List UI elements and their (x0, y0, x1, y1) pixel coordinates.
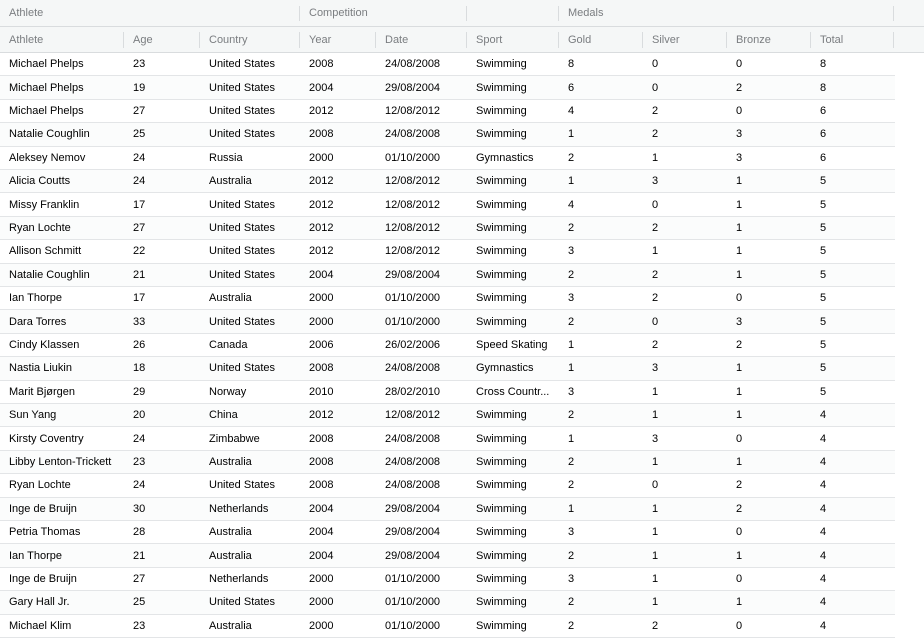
table-row[interactable] (0, 615, 895, 638)
cell-gold[interactable]: 3 (568, 572, 575, 585)
cell-gold[interactable]: 2 (568, 479, 575, 492)
table-row[interactable] (0, 310, 895, 333)
cell-gold[interactable]: 3 (568, 292, 575, 305)
vertical-scrollbar-track[interactable] (895, 53, 924, 642)
column-header-year[interactable]: Year (309, 33, 332, 46)
cell-total[interactable]: 4 (820, 432, 827, 445)
cell-date[interactable]: 29/08/2004 (385, 268, 441, 281)
table-row[interactable] (0, 123, 895, 146)
cell-year[interactable]: 2000 (309, 151, 334, 164)
cell-gold[interactable]: 2 (568, 549, 575, 562)
cell-silver[interactable]: 2 (652, 338, 659, 351)
column-separator (466, 6, 467, 21)
cell-silver[interactable]: 1 (652, 409, 659, 422)
cell-bronze[interactable]: 1 (736, 385, 743, 398)
cell-gold[interactable]: 2 (568, 619, 575, 632)
cell-sport[interactable]: Swimming (476, 409, 527, 422)
cell-sport[interactable]: Swimming (476, 315, 527, 328)
cell-sport[interactable]: Swimming (476, 596, 527, 609)
table-row[interactable] (0, 264, 895, 287)
cell-bronze[interactable]: 1 (736, 198, 743, 211)
cell-year[interactable]: 2004 (309, 81, 334, 94)
table-row[interactable] (0, 404, 895, 427)
cell-total[interactable]: 5 (820, 198, 827, 211)
cell-total[interactable]: 8 (820, 58, 827, 71)
cell-sport[interactable]: Speed Skating (476, 338, 548, 351)
table-row[interactable] (0, 591, 895, 614)
cell-athlete[interactable]: Aleksey Nemov (9, 151, 86, 164)
cell-gold[interactable]: 1 (568, 128, 575, 141)
cell-age[interactable]: 23 (133, 455, 146, 468)
cell-sport[interactable]: Cross Countr... (476, 385, 550, 398)
cell-silver[interactable]: 0 (652, 479, 659, 492)
cell-bronze[interactable]: 2 (736, 81, 743, 94)
cell-athlete[interactable]: Ryan Lochte (9, 479, 71, 492)
cell-total[interactable]: 6 (820, 104, 827, 117)
column-header-silver[interactable]: Silver (652, 33, 680, 46)
column-header-athlete[interactable]: Athlete (9, 33, 44, 46)
cell-date[interactable]: 29/08/2004 (385, 526, 441, 539)
cell-athlete[interactable]: Marit Bjørgen (9, 385, 76, 398)
cell-country[interactable]: Canada (209, 338, 248, 351)
table-row[interactable] (0, 521, 895, 544)
cell-age[interactable]: 23 (133, 58, 146, 71)
cell-year[interactable]: 2008 (309, 58, 334, 71)
cell-total[interactable]: 5 (820, 362, 827, 375)
cell-athlete[interactable]: Nastia Liukin (9, 362, 72, 375)
table-row[interactable] (0, 147, 895, 170)
cell-total[interactable]: 6 (820, 128, 827, 141)
cell-date[interactable]: 24/08/2008 (385, 479, 441, 492)
cell-bronze[interactable]: 0 (736, 104, 743, 117)
cell-athlete[interactable]: Ian Thorpe (9, 549, 63, 562)
cell-year[interactable]: 2000 (309, 596, 334, 609)
cell-country[interactable]: Australia (209, 619, 252, 632)
cell-total[interactable]: 5 (820, 315, 827, 328)
cell-silver[interactable]: 0 (652, 198, 659, 211)
group-header-athlete[interactable]: Athlete (9, 7, 44, 19)
cell-sport[interactable]: Swimming (476, 268, 527, 281)
cell-athlete[interactable]: Inge de Bruijn (9, 502, 77, 515)
column-header-total[interactable]: Total (820, 33, 844, 46)
cell-bronze[interactable]: 0 (736, 572, 743, 585)
cell-year[interactable]: 2008 (309, 432, 334, 445)
cell-sport[interactable]: Swimming (476, 572, 527, 585)
cell-date[interactable]: 12/08/2012 (385, 175, 441, 188)
cell-bronze[interactable]: 1 (736, 221, 743, 234)
cell-gold[interactable]: 2 (568, 409, 575, 422)
cell-bronze[interactable]: 1 (736, 245, 743, 258)
table-row[interactable] (0, 240, 895, 263)
cell-total[interactable]: 4 (820, 455, 827, 468)
cell-country[interactable]: United States (209, 479, 276, 492)
cell-silver[interactable]: 1 (652, 502, 659, 515)
cell-year[interactable]: 2004 (309, 526, 334, 539)
cell-date[interactable]: 01/10/2000 (385, 315, 441, 328)
cell-silver[interactable]: 2 (652, 268, 659, 281)
cell-sport[interactable]: Swimming (476, 198, 527, 211)
column-group-header-row (0, 0, 924, 27)
cell-age[interactable]: 33 (133, 315, 146, 328)
cell-sport[interactable]: Gymnastics (476, 362, 534, 375)
cell-total[interactable]: 8 (820, 81, 827, 94)
cell-gold[interactable]: 2 (568, 315, 575, 328)
table-row[interactable] (0, 53, 895, 76)
cell-gold[interactable]: 2 (568, 151, 575, 164)
cell-sport[interactable]: Swimming (476, 128, 527, 141)
cell-sport[interactable]: Swimming (476, 619, 527, 632)
cell-athlete[interactable]: Ryan Lochte (9, 221, 71, 234)
column-header-gold[interactable]: Gold (568, 33, 592, 46)
cell-year[interactable]: 2004 (309, 502, 334, 515)
cell-total[interactable]: 6 (820, 151, 827, 164)
table-row[interactable] (0, 287, 895, 310)
cell-gold[interactable]: 3 (568, 245, 575, 258)
cell-total[interactable]: 4 (820, 572, 827, 585)
cell-total[interactable]: 4 (820, 502, 827, 515)
cell-date[interactable]: 28/02/2010 (385, 385, 441, 398)
cell-total[interactable]: 5 (820, 292, 827, 305)
cell-date[interactable]: 24/08/2008 (385, 58, 441, 71)
cell-bronze[interactable]: 1 (736, 549, 743, 562)
cell-bronze[interactable]: 1 (736, 362, 743, 375)
cell-bronze[interactable]: 0 (736, 58, 743, 71)
cell-age[interactable]: 30 (133, 502, 146, 515)
column-header-sport[interactable]: Sport (476, 33, 503, 46)
cell-gold[interactable]: 1 (568, 502, 575, 515)
cell-total[interactable]: 4 (820, 409, 827, 422)
cell-silver[interactable]: 1 (652, 572, 659, 585)
cell-athlete[interactable]: Michael Klim (9, 619, 72, 632)
cell-year[interactable]: 2000 (309, 292, 334, 305)
cell-bronze[interactable]: 0 (736, 292, 743, 305)
table-row[interactable] (0, 427, 895, 450)
cell-country[interactable]: United States (209, 268, 276, 281)
cell-bronze[interactable]: 2 (736, 479, 743, 492)
cell-total[interactable]: 4 (820, 549, 827, 562)
cell-silver[interactable]: 3 (652, 362, 659, 375)
cell-date[interactable]: 29/08/2004 (385, 502, 441, 515)
table-row[interactable] (0, 217, 895, 240)
table-row[interactable] (0, 544, 895, 567)
cell-age[interactable]: 24 (133, 479, 146, 492)
cell-bronze[interactable]: 3 (736, 128, 743, 141)
cell-athlete[interactable]: Michael Phelps (9, 58, 84, 71)
cell-country[interactable]: United States (209, 221, 276, 234)
cell-country[interactable]: United States (209, 245, 276, 258)
table-row[interactable] (0, 334, 895, 357)
cell-year[interactable]: 2006 (309, 338, 334, 351)
cell-year[interactable]: 2012 (309, 221, 334, 234)
cell-bronze[interactable]: 2 (736, 502, 743, 515)
cell-country[interactable]: Australia (209, 526, 252, 539)
cell-country[interactable]: Netherlands (209, 572, 269, 585)
cell-bronze[interactable]: 3 (736, 151, 743, 164)
cell-silver[interactable]: 1 (652, 526, 659, 539)
cell-silver[interactable]: 0 (652, 81, 659, 94)
cell-country[interactable]: Zimbabwe (209, 432, 260, 445)
table-row[interactable] (0, 100, 895, 123)
cell-sport[interactable]: Swimming (476, 81, 527, 94)
group-header-competition[interactable]: Competition (309, 7, 368, 19)
cell-year[interactable]: 2008 (309, 128, 334, 141)
column-header-bronze[interactable]: Bronze (736, 33, 771, 46)
cell-date[interactable]: 12/08/2012 (385, 221, 441, 234)
cell-athlete[interactable]: Michael Phelps (9, 104, 84, 117)
cell-athlete[interactable]: Kirsty Coventry (9, 432, 84, 445)
cell-age[interactable]: 28 (133, 526, 146, 539)
cell-age[interactable]: 24 (133, 151, 146, 164)
cell-gold[interactable]: 4 (568, 104, 575, 117)
cell-athlete[interactable]: Natalie Coughlin (9, 128, 90, 141)
column-separator (893, 6, 894, 21)
cell-sport[interactable]: Swimming (476, 526, 527, 539)
cell-sport[interactable]: Gymnastics (476, 151, 534, 164)
cell-country[interactable]: Australia (209, 292, 252, 305)
cell-sport[interactable]: Swimming (476, 58, 527, 71)
cell-age[interactable]: 19 (133, 81, 146, 94)
cell-total[interactable]: 5 (820, 338, 827, 351)
cell-athlete[interactable]: Allison Schmitt (9, 245, 82, 258)
cell-gold[interactable]: 3 (568, 385, 575, 398)
cell-date[interactable]: 12/08/2012 (385, 198, 441, 211)
cell-country[interactable]: United States (209, 315, 276, 328)
table-row[interactable] (0, 170, 895, 193)
cell-country[interactable]: China (209, 409, 238, 422)
cell-total[interactable]: 5 (820, 385, 827, 398)
cell-country[interactable]: United States (209, 81, 276, 94)
cell-athlete[interactable]: Sun Yang (9, 409, 57, 422)
cell-silver[interactable]: 2 (652, 128, 659, 141)
cell-age[interactable]: 21 (133, 549, 146, 562)
cell-country[interactable]: United States (209, 128, 276, 141)
cell-date[interactable]: 12/08/2012 (385, 409, 441, 422)
cell-country[interactable]: Norway (209, 385, 247, 398)
cell-bronze[interactable]: 1 (736, 268, 743, 281)
cell-silver[interactable]: 1 (652, 596, 659, 609)
cell-bronze[interactable]: 0 (736, 432, 743, 445)
cell-bronze[interactable]: 1 (736, 175, 743, 188)
cell-country[interactable]: Australia (209, 549, 252, 562)
table-row[interactable] (0, 568, 895, 591)
cell-sport[interactable]: Swimming (476, 104, 527, 117)
cell-country[interactable]: Australia (209, 455, 252, 468)
cell-silver[interactable]: 2 (652, 292, 659, 305)
cell-sport[interactable]: Swimming (476, 455, 527, 468)
cell-gold[interactable]: 6 (568, 81, 575, 94)
cell-year[interactable]: 2004 (309, 549, 334, 562)
cell-age[interactable]: 25 (133, 596, 146, 609)
cell-country[interactable]: United States (209, 198, 276, 211)
cell-country[interactable]: Australia (209, 175, 252, 188)
cell-total[interactable]: 5 (820, 221, 827, 234)
cell-silver[interactable]: 1 (652, 245, 659, 258)
cell-age[interactable]: 27 (133, 104, 146, 117)
cell-date[interactable]: 01/10/2000 (385, 619, 441, 632)
cell-date[interactable]: 24/08/2008 (385, 362, 441, 375)
cell-date[interactable]: 24/08/2008 (385, 455, 441, 468)
cell-athlete[interactable]: Petria Thomas (9, 526, 81, 539)
cell-silver[interactable]: 3 (652, 432, 659, 445)
cell-silver[interactable]: 1 (652, 549, 659, 562)
cell-age[interactable]: 23 (133, 619, 146, 632)
cell-country[interactable]: United States (209, 58, 276, 71)
cell-silver[interactable]: 3 (652, 175, 659, 188)
cell-total[interactable]: 5 (820, 268, 827, 281)
cell-year[interactable]: 2000 (309, 572, 334, 585)
table-row[interactable] (0, 357, 895, 380)
cell-date[interactable]: 12/08/2012 (385, 245, 441, 258)
table-row[interactable] (0, 76, 895, 99)
cell-year[interactable]: 2012 (309, 245, 334, 258)
cell-age[interactable]: 26 (133, 338, 146, 351)
cell-silver[interactable]: 1 (652, 151, 659, 164)
cell-athlete[interactable]: Ian Thorpe (9, 292, 63, 305)
cell-gold[interactable]: 2 (568, 221, 575, 234)
cell-sport[interactable]: Swimming (476, 292, 527, 305)
cell-age[interactable]: 24 (133, 432, 146, 445)
cell-silver[interactable]: 1 (652, 385, 659, 398)
cell-total[interactable]: 5 (820, 175, 827, 188)
cell-gold[interactable]: 2 (568, 596, 575, 609)
cell-athlete[interactable]: Missy Franklin (9, 198, 80, 211)
cell-age[interactable]: 25 (133, 128, 146, 141)
cell-athlete[interactable]: Libby Lenton-Trickett (9, 455, 112, 468)
cell-year[interactable]: 2012 (309, 198, 334, 211)
cell-age[interactable]: 18 (133, 362, 146, 375)
cell-date[interactable]: 24/08/2008 (385, 432, 441, 445)
cell-athlete[interactable]: Michael Phelps (9, 81, 84, 94)
cell-age[interactable]: 17 (133, 198, 146, 211)
cell-sport[interactable]: Swimming (476, 502, 527, 515)
column-header-row (0, 27, 924, 53)
column-header-age[interactable]: Age (133, 33, 153, 46)
cell-gold[interactable]: 1 (568, 338, 575, 351)
cell-country[interactable]: Russia (209, 151, 243, 164)
cell-athlete[interactable]: Gary Hall Jr. (9, 596, 70, 609)
table-row[interactable] (0, 474, 895, 497)
cell-silver[interactable]: 0 (652, 58, 659, 71)
cell-bronze[interactable]: 3 (736, 315, 743, 328)
cell-age[interactable]: 17 (133, 292, 146, 305)
cell-country[interactable]: Netherlands (209, 502, 269, 515)
cell-silver[interactable]: 2 (652, 104, 659, 117)
cell-athlete[interactable]: Natalie Coughlin (9, 268, 90, 281)
cell-age[interactable]: 27 (133, 221, 146, 234)
cell-total[interactable]: 4 (820, 526, 827, 539)
cell-year[interactable]: 2008 (309, 455, 334, 468)
cell-year[interactable]: 2000 (309, 619, 334, 632)
cell-date[interactable]: 29/08/2004 (385, 81, 441, 94)
cell-sport[interactable]: Swimming (476, 175, 527, 188)
cell-bronze[interactable]: 0 (736, 619, 743, 632)
column-header-date[interactable]: Date (385, 33, 409, 46)
table-row[interactable] (0, 381, 895, 404)
cell-year[interactable]: 2012 (309, 175, 334, 188)
cell-year[interactable]: 2012 (309, 409, 334, 422)
cell-total[interactable]: 4 (820, 479, 827, 492)
cell-sport[interactable]: Swimming (476, 245, 527, 258)
cell-sport[interactable]: Swimming (476, 432, 527, 445)
cell-bronze[interactable]: 2 (736, 338, 743, 351)
cell-silver[interactable]: 2 (652, 619, 659, 632)
cell-gold[interactable]: 4 (568, 198, 575, 211)
cell-silver[interactable]: 1 (652, 455, 659, 468)
cell-age[interactable]: 20 (133, 409, 146, 422)
column-resize-handle[interactable] (893, 32, 894, 48)
cell-athlete[interactable]: Alicia Coutts (9, 175, 71, 188)
table-row[interactable] (0, 451, 895, 474)
cell-date[interactable]: 29/08/2004 (385, 549, 441, 562)
cell-year[interactable]: 2008 (309, 362, 334, 375)
table-row[interactable] (0, 193, 895, 216)
cell-sport[interactable]: Swimming (476, 549, 527, 562)
cell-country[interactable]: United States (209, 362, 276, 375)
cell-total[interactable]: 4 (820, 596, 827, 609)
cell-date[interactable]: 01/10/2000 (385, 151, 441, 164)
cell-date[interactable]: 01/10/2000 (385, 572, 441, 585)
cell-silver[interactable]: 2 (652, 221, 659, 234)
cell-date[interactable]: 26/02/2006 (385, 338, 441, 351)
cell-total[interactable]: 5 (820, 245, 827, 258)
cell-bronze[interactable]: 0 (736, 526, 743, 539)
cell-silver[interactable]: 0 (652, 315, 659, 328)
cell-bronze[interactable]: 1 (736, 596, 743, 609)
cell-age[interactable]: 27 (133, 572, 146, 585)
cell-gold[interactable]: 1 (568, 362, 575, 375)
cell-sport[interactable]: Swimming (476, 221, 527, 234)
cell-gold[interactable]: 8 (568, 58, 575, 71)
cell-age[interactable]: 21 (133, 268, 146, 281)
cell-bronze[interactable]: 1 (736, 409, 743, 422)
cell-athlete[interactable]: Dara Torres (9, 315, 67, 328)
cell-country[interactable]: United States (209, 596, 276, 609)
cell-year[interactable]: 2010 (309, 385, 334, 398)
table-row[interactable] (0, 498, 895, 521)
cell-gold[interactable]: 1 (568, 432, 575, 445)
cell-bronze[interactable]: 1 (736, 455, 743, 468)
group-header-medals[interactable]: Medals (568, 7, 604, 19)
cell-gold[interactable]: 1 (568, 175, 575, 188)
cell-sport[interactable]: Swimming (476, 479, 527, 492)
cell-year[interactable]: 2012 (309, 104, 334, 117)
cell-gold[interactable]: 3 (568, 526, 575, 539)
cell-date[interactable]: 01/10/2000 (385, 596, 441, 609)
cell-age[interactable]: 29 (133, 385, 146, 398)
cell-age[interactable]: 22 (133, 245, 146, 258)
cell-date[interactable]: 24/08/2008 (385, 128, 441, 141)
cell-year[interactable]: 2000 (309, 315, 334, 328)
cell-total[interactable]: 4 (820, 619, 827, 632)
cell-date[interactable]: 01/10/2000 (385, 292, 441, 305)
cell-year[interactable]: 2008 (309, 479, 334, 492)
cell-date[interactable]: 12/08/2012 (385, 104, 441, 117)
cell-athlete[interactable]: Cindy Klassen (9, 338, 80, 351)
column-header-country[interactable]: Country (209, 33, 248, 46)
cell-athlete[interactable]: Inge de Bruijn (9, 572, 77, 585)
cell-country[interactable]: United States (209, 104, 276, 117)
cell-age[interactable]: 24 (133, 175, 146, 188)
cell-gold[interactable]: 2 (568, 268, 575, 281)
cell-year[interactable]: 2004 (309, 268, 334, 281)
cell-gold[interactable]: 2 (568, 455, 575, 468)
